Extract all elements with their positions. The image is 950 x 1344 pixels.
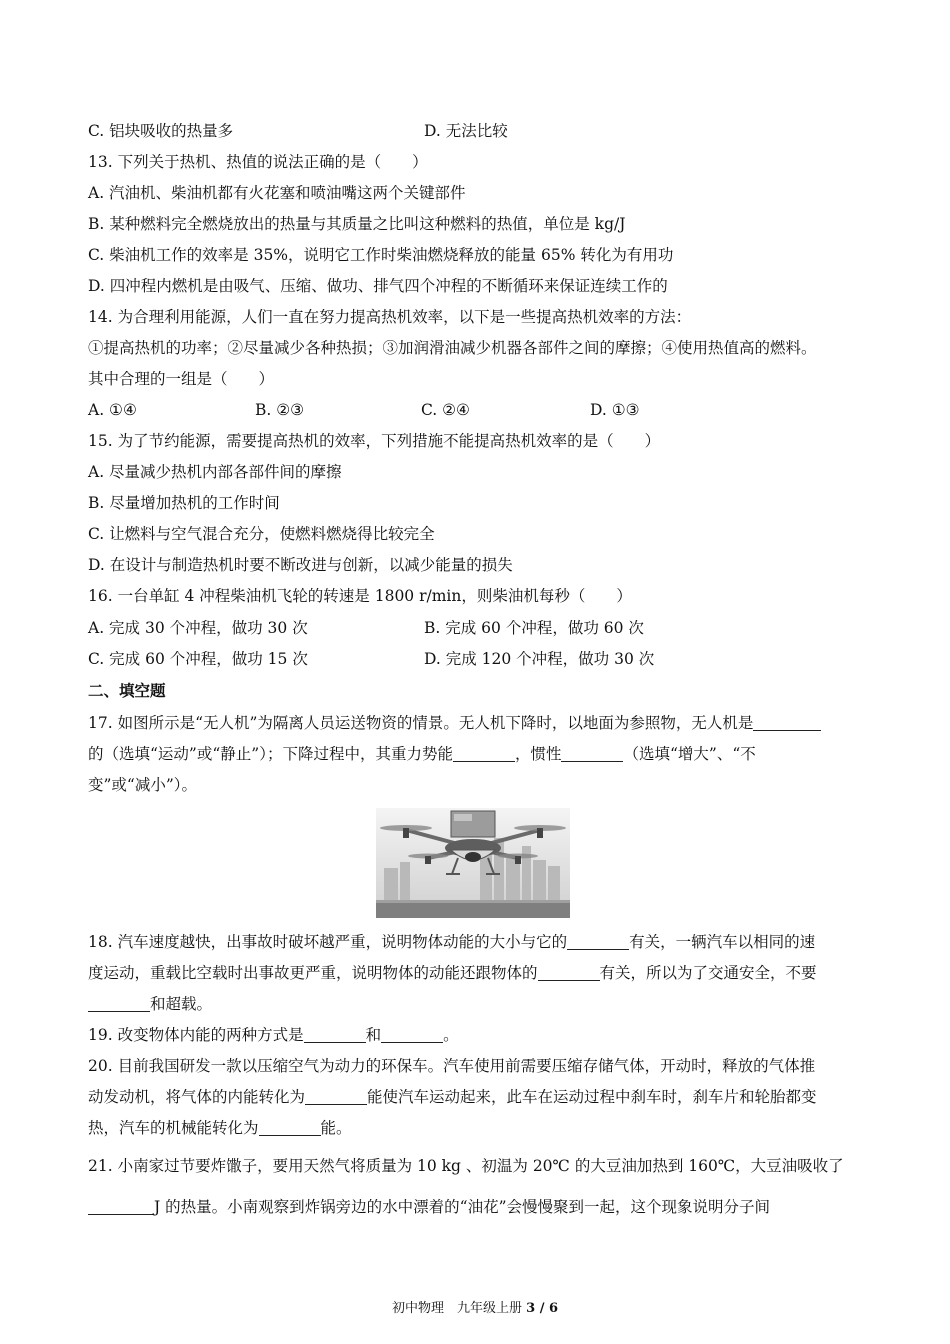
q20-text-4: 能。 — [320, 1119, 352, 1137]
q19-text-2: 和 — [365, 1026, 382, 1044]
q19-text-3: 。 — [443, 1026, 459, 1044]
q17-line-3: 变”或“减小”）。 — [88, 776, 198, 794]
q14-option-b: B. ②③ — [255, 401, 305, 419]
q21-blank-1 — [88, 1198, 154, 1215]
drone-image — [376, 808, 570, 918]
q18-blank-2 — [538, 964, 600, 981]
q19-text-1: 19. 改变物体内能的两种方式是 — [88, 1026, 304, 1044]
q20-line-3 — [88, 1117, 864, 1139]
q15-stem: 15. 为了节约能源，需要提高热机的效率，下列措施不能提高热机效率的是（ ） — [88, 432, 661, 450]
q17-text-1: 17. 如图所示是“无人机”为隔离人员运送物资的情景。无人机下降时，以地面为参照物，无人机是 — [88, 714, 754, 732]
q16-option-b: B. 完成 60 个冲程，做功 60 次 — [424, 619, 644, 637]
q20-blank-2 — [259, 1119, 321, 1136]
q18-text-2: 有关，一辆汽车以相同的速 — [629, 933, 816, 951]
q20-text-2: 能使汽车运动起来，此车在运动过程中刹车时，刹车片和轮胎都变 — [367, 1088, 817, 1106]
q14-option-c: C. ②④ — [421, 401, 470, 419]
q16-option-c: C. 完成 60 个冲程，做功 15 次 — [88, 650, 308, 668]
q18-text-4: 有关，所以为了交通安全，不要 — [599, 964, 817, 982]
footer-label: 初中物理 九年级上册 — [391, 1301, 522, 1316]
q21-text-1: J 的热量。小南观察到炸锅旁边的水中漂着的“油花”会慢慢聚到一起，这个现象说明分子间 — [154, 1198, 770, 1216]
q13-option-b: B. 某种燃料完全燃烧放出的热量与其质量之比叫这种燃料的热值，单位是 kg/J — [88, 215, 626, 233]
q18-text-1: 18. 汽车速度越快，出事故时破坏越严重，说明物体动能的大小与它的 — [88, 933, 568, 951]
q12-option-c: C. 铝块吸收的热量多 — [88, 122, 234, 140]
q18-blank-1 — [567, 933, 629, 950]
q14-option-d: D. ①③ — [590, 401, 640, 419]
q15-option-a: A. 尽量减少热机内部各部件间的摩擦 — [88, 463, 342, 481]
q19-line — [88, 1024, 864, 1046]
q20-line-1: 20. 目前我国研发一款以压缩空气为动力的环保车。汽车使用前需要压缩存储气体，开动时，释放的气体推 — [88, 1057, 816, 1075]
q17-blank-1 — [753, 714, 821, 731]
q16-stem: 16. 一台单缸 4 冲程柴油机飞轮的转速是 1800 r/min，则柴油机每秒（ ） — [88, 587, 632, 605]
q17-text-3: ，惯性 — [514, 745, 562, 763]
q18-line-1 — [88, 931, 864, 953]
q16-option-a: A. 完成 30 个冲程，做功 30 次 — [88, 619, 308, 637]
q14-option-a: A. ①④ — [88, 401, 137, 419]
q13-option-a: A. 汽油机、柴油机都有火花塞和喷油嘴这两个关键部件 — [88, 184, 466, 202]
q20-blank-1 — [305, 1088, 367, 1105]
q13-option-c: C. 柴油机工作的效率是 35%，说明它工作时柴油燃烧释放的能量 65% 转化为有用功 — [88, 246, 674, 264]
q17-line-1 — [88, 712, 864, 734]
q15-option-c: C. 让燃料与空气混合充分，使燃料燃烧得比较完全 — [88, 525, 435, 543]
q17-line-2 — [88, 743, 864, 765]
q18-line-3 — [88, 993, 864, 1015]
q20-line-2 — [88, 1086, 864, 1108]
q13-option-d: D. 四冲程内燃机是由吸气、压缩、做功、排气四个冲程的不断循环来保证连续工作的 — [88, 277, 668, 295]
page-number: 3 / 6 — [526, 1301, 559, 1316]
q15-option-d: D. 在设计与制造热机时要不断改进与创新，以减少能量的损失 — [88, 556, 513, 574]
q20-text-3: 热，汽车的机械能转化为 — [88, 1119, 259, 1137]
q19-blank-1 — [304, 1026, 366, 1043]
q18-line-2 — [88, 962, 864, 984]
q17-blank-2 — [453, 745, 515, 762]
page-footer — [0, 1297, 950, 1316]
q18-text-5: 和超载。 — [150, 995, 213, 1013]
q21-line-2 — [88, 1196, 864, 1218]
q17-blank-3 — [561, 745, 623, 762]
q13-stem: 13. 下列关于热机、热值的说法正确的是（ ） — [88, 153, 428, 171]
q12-option-d: D. 无法比较 — [424, 122, 508, 140]
q18-blank-3 — [88, 995, 150, 1012]
q18-text-3: 度运动，重载比空载时出事故更严重，说明物体的动能还跟物体的 — [88, 964, 538, 982]
q17-text-4: （选填“增大”、“不 — [623, 745, 756, 763]
q14-methods: ①提高热机的功率；②尽量减少各种热损；③加润滑油减少机器各部件之间的摩擦；④使用热值高的燃料。 — [88, 339, 817, 357]
q14-prompt: 其中合理的一组是（ ） — [88, 370, 275, 388]
q19-blank-2 — [381, 1026, 443, 1043]
q21-line-1: 21. 小南家过节要炸馓子，要用天然气将质量为 10 kg 、初温为 20℃ 的大豆油加热到 160℃，大豆油吸收了 — [88, 1157, 844, 1175]
q15-option-b: B. 尽量增加热机的工作时间 — [88, 494, 280, 512]
q17-text-2: 的（选填“运动”或“静止”）；下降过程中，其重力势能 — [88, 745, 453, 763]
q16-option-d: D. 完成 120 个冲程，做功 30 次 — [424, 650, 655, 668]
section-heading: 二、填空题 — [88, 681, 166, 700]
q14-stem: 14. 为合理利用能源，人们一直在努力提高热机效率，以下是一些提高热机效率的方法： — [88, 308, 692, 326]
q20-text-1: 动发动机，将气体的内能转化为 — [88, 1088, 306, 1106]
